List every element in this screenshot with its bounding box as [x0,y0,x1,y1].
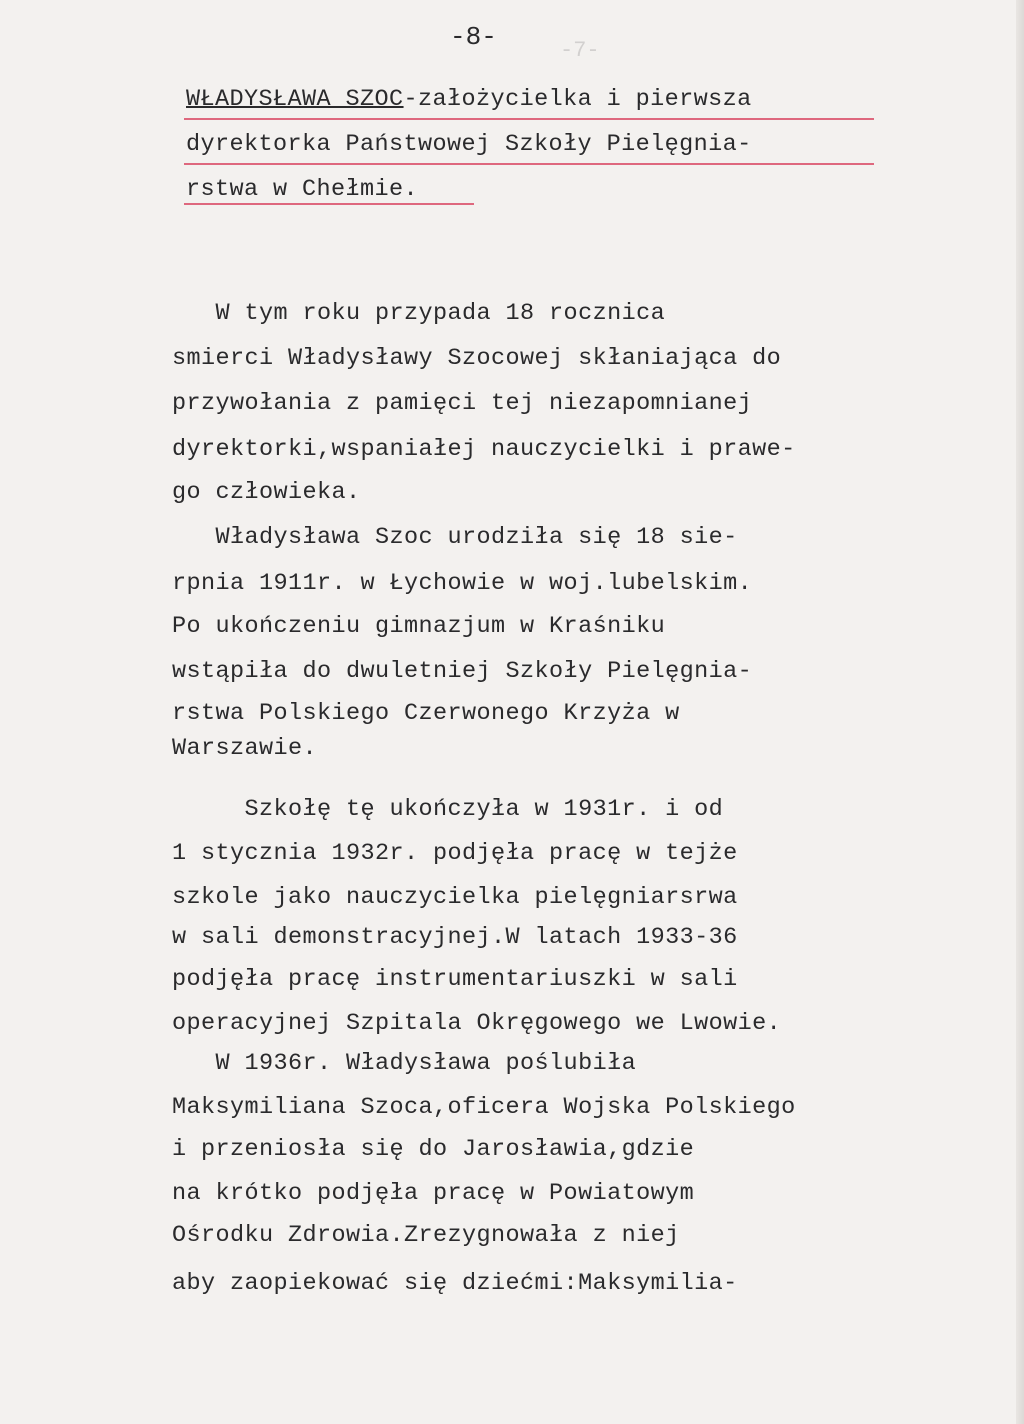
page-number: -8- [450,22,497,52]
body-line: Po ukończeniu gimnazjum w Kraśniku [172,613,666,640]
body-line: Warszawie. [172,735,318,762]
body-line: rstwa Polskiego Czerwonego Krzyża w [172,700,680,727]
body-line: 1 stycznia 1932r. podjęła pracę w tejże [172,840,738,867]
body-line: Władysława Szoc urodziła się 18 sie- [172,524,738,551]
body-line: operacyjnej Szpitala Okręgowego we Lwowie. [172,1010,782,1037]
body-line: W 1936r. Władysława poślubiła [172,1050,637,1077]
body-line: dyrektorki,wspaniałej nauczycielki i prawe- [172,436,796,463]
heading-line-2: dyrektorka Państwowej Szkoły Pielęgnia- [186,131,752,158]
body-line: i przeniosła się do Jarosławia,gdzie [172,1136,695,1163]
heading-line-3: rstwa w Chełmie. [186,176,419,203]
body-line: Maksymiliana Szoca,oficera Wojska Polskiego [172,1094,796,1121]
body-line: smierci Władysławy Szocowej skłaniająca do [172,345,782,372]
body-line: podjęła pracę instrumentariuszki w sali [172,966,738,993]
body-line: Szkołę tę ukończyła w 1931r. i od [172,796,724,823]
red-underline-1 [184,118,874,120]
body-line: wstąpiła do dwuletniej Szkoły Pielęgnia- [172,658,753,685]
stray-page-number: -7- [560,38,600,63]
body-line: aby zaopiekować się dziećmi:Maksymilia- [172,1270,738,1297]
body-line: Ośrodku Zdrowia.Zrezygnowała z niej [172,1222,680,1249]
body-line: przywołania z pamięci tej niezapomnianej [172,390,753,417]
body-line: rpnia 1911r. w Łychowie w woj.lubelskim. [172,570,753,597]
body-line: w sali demonstracyjnej.W latach 1933-36 [172,924,738,951]
heading-line-1 [186,86,752,113]
red-underline-3 [184,203,474,205]
body-line: W tym roku przypada 18 rocznica [172,300,666,327]
red-underline-2 [184,163,874,165]
heading-rest: -założycielka i pierwsza [403,86,752,113]
body-line: go człowieka. [172,479,361,506]
page-edge [1016,0,1024,1424]
body-line: szkole jako nauczycielka pielęgniarsrwa [172,884,738,911]
body-line: na krótko podjęła pracę w Powiatowym [172,1180,695,1207]
heading-name: WŁADYSŁAWA SZOC [186,86,404,113]
